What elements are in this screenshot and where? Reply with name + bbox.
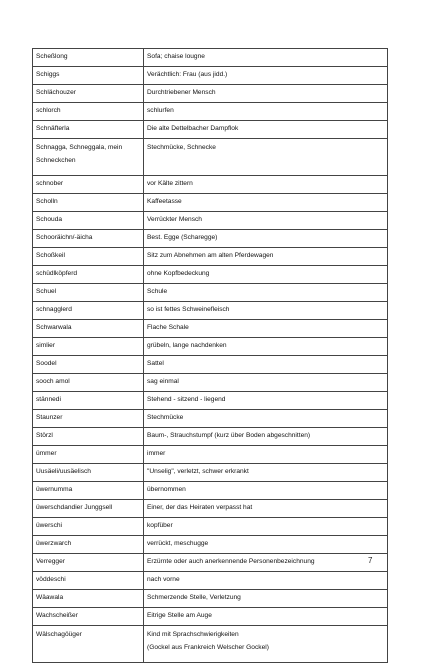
meaning-cell xyxy=(144,392,388,410)
term-cell-line: Soodel xyxy=(36,360,57,367)
meaning-cell-line: so ist fettes Schweinefleisch xyxy=(147,306,230,313)
term-cell xyxy=(33,302,144,320)
table-row xyxy=(33,410,388,428)
term-cell xyxy=(33,536,144,554)
term-cell-line: üwerschi xyxy=(36,522,63,529)
meaning-cell-line: grübeln, lange nachdenken xyxy=(147,342,227,349)
meaning-cell-line: Stehend - sitzend - liegend xyxy=(147,396,226,403)
meaning-cell xyxy=(144,266,388,284)
term-cell-line: Verregger xyxy=(36,558,65,565)
meaning-cell xyxy=(144,536,388,554)
meaning-cell-line: Sitz zum Abnehmen am alten Pferdewagen xyxy=(147,252,274,259)
table-row xyxy=(33,500,388,518)
term-cell xyxy=(33,85,144,103)
meaning-cell xyxy=(144,139,388,176)
meaning-cell-line: Sofa; chaise lougne xyxy=(147,53,205,60)
meaning-cell-line: Erzürnte oder auch anerkennende Personenbezeichnung xyxy=(147,558,315,565)
meaning-cell xyxy=(144,49,388,67)
meaning-cell xyxy=(144,446,388,464)
term-cell-line: schnober xyxy=(36,180,64,187)
table-row xyxy=(33,626,388,663)
term-cell xyxy=(33,626,144,663)
term-cell xyxy=(33,320,144,338)
meaning-cell xyxy=(144,212,388,230)
term-cell xyxy=(33,356,144,374)
meaning-cell xyxy=(144,230,388,248)
term-cell-line: Schwarwala xyxy=(36,324,72,331)
term-cell xyxy=(33,428,144,446)
meaning-cell xyxy=(144,500,388,518)
meaning-cell-line: Die alte Dettelbacher Dampflok xyxy=(147,125,239,132)
term-cell xyxy=(33,482,144,500)
term-cell-line: Schneckchen xyxy=(36,156,76,164)
term-cell xyxy=(33,121,144,139)
term-cell-line: üwerzwarch xyxy=(36,540,72,547)
table-row xyxy=(33,554,388,572)
meaning-cell-line: Verächtlich: Frau (aus jidd.) xyxy=(147,71,228,78)
table-row xyxy=(33,374,388,392)
meaning-cell-line: Kind mit Sprachschwierigkeiten xyxy=(147,631,239,638)
term-cell-line: ümmer xyxy=(36,450,57,457)
term-cell xyxy=(33,572,144,590)
term-cell xyxy=(33,230,144,248)
meaning-cell xyxy=(144,518,388,536)
meaning-cell xyxy=(144,320,388,338)
term-cell xyxy=(33,176,144,194)
meaning-cell xyxy=(144,194,388,212)
meaning-cell xyxy=(144,428,388,446)
term-cell-line: schnagglerd xyxy=(36,306,72,313)
meaning-cell-line: Verrückter Mensch xyxy=(147,216,202,223)
table-row xyxy=(33,49,388,67)
term-cell xyxy=(33,464,144,482)
table-row xyxy=(33,464,388,482)
term-cell-line: Scheßlong xyxy=(36,53,68,60)
term-cell-line: Uusäeli/uusäelisch xyxy=(36,468,91,475)
meaning-cell xyxy=(144,356,388,374)
term-cell-line: Störzl xyxy=(36,432,53,439)
glossary-table xyxy=(32,48,388,663)
table-row xyxy=(33,139,388,176)
meaning-cell xyxy=(144,176,388,194)
table-row xyxy=(33,284,388,302)
meaning-cell-line: immer xyxy=(147,450,166,457)
meaning-cell xyxy=(144,374,388,392)
meaning-cell xyxy=(144,338,388,356)
table-row xyxy=(33,230,388,248)
meaning-cell xyxy=(144,121,388,139)
term-cell-line: stännedi xyxy=(36,396,61,403)
meaning-cell xyxy=(144,464,388,482)
meaning-cell xyxy=(144,67,388,85)
term-cell xyxy=(33,554,144,572)
term-cell-line: simlier xyxy=(36,342,56,349)
meaning-cell-line: Eitrige Stelle am Auge xyxy=(147,612,212,619)
table-row xyxy=(33,248,388,266)
term-cell-line: schlorch xyxy=(36,107,61,114)
term-cell xyxy=(33,518,144,536)
term-cell xyxy=(33,374,144,392)
term-cell-line: schüdlköpferd xyxy=(36,270,78,277)
meaning-cell xyxy=(144,482,388,500)
table-row xyxy=(33,266,388,284)
meaning-cell-line: Schmerzende Stelle, Verletzung xyxy=(147,594,241,601)
meaning-cell-line: ohne Kopfbedeckung xyxy=(147,270,210,277)
table-row xyxy=(33,536,388,554)
table-row xyxy=(33,67,388,85)
table-row xyxy=(33,428,388,446)
meaning-cell-line: verrückt, meschugge xyxy=(147,540,209,547)
term-cell-line: üwernumma xyxy=(36,486,73,493)
meaning-cell-line: Stechmücke xyxy=(147,414,184,421)
term-cell-line: Schiggs xyxy=(36,71,60,78)
meaning-cell xyxy=(144,554,388,572)
meaning-cell-line: Sattel xyxy=(147,360,164,367)
meaning-cell xyxy=(144,85,388,103)
meaning-cell-line: Schule xyxy=(147,288,168,295)
table-row xyxy=(33,338,388,356)
table-row xyxy=(33,121,388,139)
term-cell xyxy=(33,103,144,121)
meaning-cell xyxy=(144,284,388,302)
meaning-cell-line: Einer, der das Heiraten verpasst hat xyxy=(147,504,253,511)
term-cell-line: sooch amol xyxy=(36,378,70,385)
term-cell xyxy=(33,67,144,85)
table-row xyxy=(33,482,388,500)
meaning-cell-line: "Unselig", verletzt, schwer erkrankt xyxy=(147,468,249,475)
term-cell-line: Wachscheißer xyxy=(36,612,78,619)
term-cell xyxy=(33,392,144,410)
meaning-cell xyxy=(144,248,388,266)
table-row xyxy=(33,572,388,590)
term-cell xyxy=(33,212,144,230)
table-row xyxy=(33,608,388,626)
term-cell xyxy=(33,49,144,67)
meaning-cell xyxy=(144,626,388,663)
meaning-cell-line: vor Kälte zittern xyxy=(147,180,193,187)
meaning-cell-line: sag einmal xyxy=(147,378,179,385)
table-row xyxy=(33,446,388,464)
term-cell-line: Scholln xyxy=(36,198,58,205)
term-cell xyxy=(33,446,144,464)
term-cell-line: vöddeschi xyxy=(36,576,66,583)
meaning-cell-line: Kaffeetasse xyxy=(147,198,182,205)
table-row xyxy=(33,392,388,410)
term-cell xyxy=(33,248,144,266)
term-cell-line: Schooräichn/-äicha xyxy=(36,234,93,241)
term-cell-line: Staunzer xyxy=(36,414,63,421)
meaning-cell-line: übernommen xyxy=(147,486,186,493)
page-number: 7 xyxy=(368,556,373,565)
term-cell-line: Schnäfterla xyxy=(36,125,70,132)
meaning-cell-line: nach vorne xyxy=(147,576,180,583)
term-cell-line: Wäawala xyxy=(36,594,64,601)
table-row xyxy=(33,103,388,121)
table-row xyxy=(33,590,388,608)
glossary-body xyxy=(33,49,388,663)
table-row xyxy=(33,194,388,212)
table-row xyxy=(33,356,388,374)
term-cell-line: Schnagga, Schneggala, mein xyxy=(36,144,123,151)
term-cell-line: Schouda xyxy=(36,216,63,223)
table-row xyxy=(33,320,388,338)
term-cell xyxy=(33,590,144,608)
term-cell-line: Schoßkeil xyxy=(36,252,65,259)
meaning-cell xyxy=(144,572,388,590)
table-row xyxy=(33,302,388,320)
term-cell xyxy=(33,338,144,356)
meaning-cell-line: Flache Schale xyxy=(147,324,189,331)
term-cell-line: üwerschdandier Junggsell xyxy=(36,504,113,511)
term-cell xyxy=(33,500,144,518)
meaning-cell-line: Stechmücke, Schnecke xyxy=(147,144,216,151)
meaning-cell-line: (Gockel aus Frankreich Welscher Gockel) xyxy=(147,643,269,651)
meaning-cell xyxy=(144,608,388,626)
term-cell xyxy=(33,608,144,626)
term-cell-line: Wälschagöüger xyxy=(36,631,82,638)
term-cell xyxy=(33,266,144,284)
meaning-cell-line: kopfüber xyxy=(147,522,173,529)
term-cell xyxy=(33,139,144,176)
meaning-cell-line: Baum-, Strauchstumpf (kurz über Boden abgeschnitten) xyxy=(147,432,311,439)
meaning-cell xyxy=(144,590,388,608)
table-row xyxy=(33,85,388,103)
meaning-cell-line: Best. Egge (Scharegge) xyxy=(147,234,218,241)
table-row xyxy=(33,518,388,536)
table-row xyxy=(33,212,388,230)
table-row xyxy=(33,176,388,194)
term-cell xyxy=(33,284,144,302)
term-cell xyxy=(33,194,144,212)
meaning-cell-line: schlurfen xyxy=(147,107,174,114)
meaning-cell xyxy=(144,410,388,428)
term-cell-line: Schuel xyxy=(36,288,57,295)
term-cell-line: Schlächouzer xyxy=(36,89,76,96)
meaning-cell xyxy=(144,103,388,121)
meaning-cell-line: Durchtriebener Mensch xyxy=(147,89,216,96)
meaning-cell xyxy=(144,302,388,320)
term-cell xyxy=(33,410,144,428)
